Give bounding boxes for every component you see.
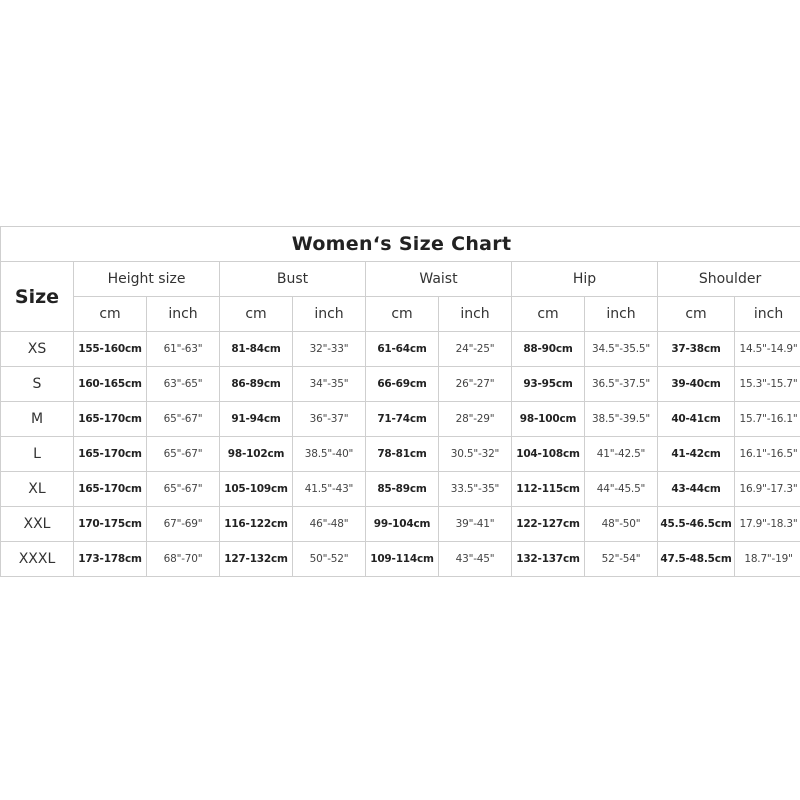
- cm-value-cell: 104-108cm: [512, 437, 585, 472]
- cm-value-cell: 93-95cm: [512, 367, 585, 402]
- unit-header: inch: [735, 297, 800, 332]
- inch-value-cell: 26"-27": [439, 367, 512, 402]
- inch-value-cell: 36"-37": [293, 402, 366, 437]
- cm-value-cell: 165-170cm: [74, 472, 147, 507]
- inch-value-cell: 50"-52": [293, 542, 366, 577]
- cm-value-cell: 105-109cm: [220, 472, 293, 507]
- size-label: XXXL: [1, 542, 74, 577]
- inch-value-cell: 15.3"-15.7": [735, 367, 800, 402]
- cm-value-cell: 98-102cm: [220, 437, 293, 472]
- cm-value-cell: 47.5-48.5cm: [658, 542, 735, 577]
- group-header-bust: Bust: [220, 262, 366, 297]
- size-rows: [1, 332, 800, 577]
- cm-value-cell: 160-165cm: [74, 367, 147, 402]
- table-row: [1, 332, 800, 367]
- unit-header: inch: [293, 297, 366, 332]
- inch-value-cell: 15.7"-16.1": [735, 402, 800, 437]
- inch-value-cell: 32"-33": [293, 332, 366, 367]
- cm-value-cell: 173-178cm: [74, 542, 147, 577]
- inch-value-cell: 44"-45.5": [585, 472, 658, 507]
- cm-value-cell: 132-137cm: [512, 542, 585, 577]
- cm-value-cell: 66-69cm: [366, 367, 439, 402]
- cm-value-cell: 98-100cm: [512, 402, 585, 437]
- unit-header: cm: [658, 297, 735, 332]
- unit-header: cm: [74, 297, 147, 332]
- cm-value-cell: 155-160cm: [74, 332, 147, 367]
- inch-value-cell: 16.1"-16.5": [735, 437, 800, 472]
- inch-value-cell: 65"-67": [147, 402, 220, 437]
- chart-title: Women‘s Size Chart: [1, 227, 800, 262]
- inch-value-cell: 43"-45": [439, 542, 512, 577]
- inch-value-cell: 14.5"-14.9": [735, 332, 800, 367]
- cm-value-cell: 78-81cm: [366, 437, 439, 472]
- inch-value-cell: 30.5"-32": [439, 437, 512, 472]
- cm-value-cell: 109-114cm: [366, 542, 439, 577]
- cm-value-cell: 45.5-46.5cm: [658, 507, 735, 542]
- inch-value-cell: 17.9"-18.3": [735, 507, 800, 542]
- unit-header: inch: [439, 297, 512, 332]
- table-row: [1, 437, 800, 472]
- inch-value-cell: 39"-41": [439, 507, 512, 542]
- inch-value-cell: 41"-42.5": [585, 437, 658, 472]
- inch-value-cell: 16.9"-17.3": [735, 472, 800, 507]
- size-label: M: [1, 402, 74, 437]
- cm-value-cell: 127-132cm: [220, 542, 293, 577]
- unit-header-row: [1, 297, 800, 332]
- size-label: L: [1, 437, 74, 472]
- group-header-shoulder: Shoulder: [658, 262, 800, 297]
- inch-value-cell: 68"-70": [147, 542, 220, 577]
- size-chart-table: [0, 226, 800, 577]
- cm-value-cell: 71-74cm: [366, 402, 439, 437]
- cm-value-cell: 41-42cm: [658, 437, 735, 472]
- cm-value-cell: 165-170cm: [74, 437, 147, 472]
- size-label: XS: [1, 332, 74, 367]
- inch-value-cell: 24"-25": [439, 332, 512, 367]
- inch-value-cell: 38.5"-40": [293, 437, 366, 472]
- inch-value-cell: 34"-35": [293, 367, 366, 402]
- table-row: [1, 542, 800, 577]
- size-label: XL: [1, 472, 74, 507]
- inch-value-cell: 38.5"-39.5": [585, 402, 658, 437]
- inch-value-cell: 41.5"-43": [293, 472, 366, 507]
- inch-value-cell: 65"-67": [147, 472, 220, 507]
- table-row: [1, 507, 800, 542]
- cm-value-cell: 85-89cm: [366, 472, 439, 507]
- cm-value-cell: 112-115cm: [512, 472, 585, 507]
- table-row: [1, 367, 800, 402]
- size-label: XXL: [1, 507, 74, 542]
- cm-value-cell: 86-89cm: [220, 367, 293, 402]
- group-header-height: Height size: [74, 262, 220, 297]
- inch-value-cell: 48"-50": [585, 507, 658, 542]
- inch-value-cell: 65"-67": [147, 437, 220, 472]
- inch-value-cell: 46"-48": [293, 507, 366, 542]
- cm-value-cell: 88-90cm: [512, 332, 585, 367]
- inch-value-cell: 63"-65": [147, 367, 220, 402]
- cm-value-cell: 170-175cm: [74, 507, 147, 542]
- inch-value-cell: 18.7"-19": [735, 542, 800, 577]
- cm-value-cell: 61-64cm: [366, 332, 439, 367]
- unit-header: cm: [512, 297, 585, 332]
- inch-value-cell: 61"-63": [147, 332, 220, 367]
- cm-value-cell: 116-122cm: [220, 507, 293, 542]
- size-label: S: [1, 367, 74, 402]
- unit-header: cm: [220, 297, 293, 332]
- inch-value-cell: 34.5"-35.5": [585, 332, 658, 367]
- cm-value-cell: 122-127cm: [512, 507, 585, 542]
- cm-value-cell: 39-40cm: [658, 367, 735, 402]
- cm-value-cell: 99-104cm: [366, 507, 439, 542]
- cm-value-cell: 37-38cm: [658, 332, 735, 367]
- unit-header: inch: [147, 297, 220, 332]
- unit-header: cm: [366, 297, 439, 332]
- inch-value-cell: 28"-29": [439, 402, 512, 437]
- group-header-hip: Hip: [512, 262, 658, 297]
- cm-value-cell: 43-44cm: [658, 472, 735, 507]
- inch-value-cell: 67"-69": [147, 507, 220, 542]
- unit-header: inch: [585, 297, 658, 332]
- cm-value-cell: 165-170cm: [74, 402, 147, 437]
- cm-value-cell: 91-94cm: [220, 402, 293, 437]
- table-row: [1, 472, 800, 507]
- size-column-header: Size: [1, 262, 74, 332]
- inch-value-cell: 33.5"-35": [439, 472, 512, 507]
- inch-value-cell: 36.5"-37.5": [585, 367, 658, 402]
- cm-value-cell: 81-84cm: [220, 332, 293, 367]
- table-row: [1, 402, 800, 437]
- cm-value-cell: 40-41cm: [658, 402, 735, 437]
- inch-value-cell: 52"-54": [585, 542, 658, 577]
- group-header-waist: Waist: [366, 262, 512, 297]
